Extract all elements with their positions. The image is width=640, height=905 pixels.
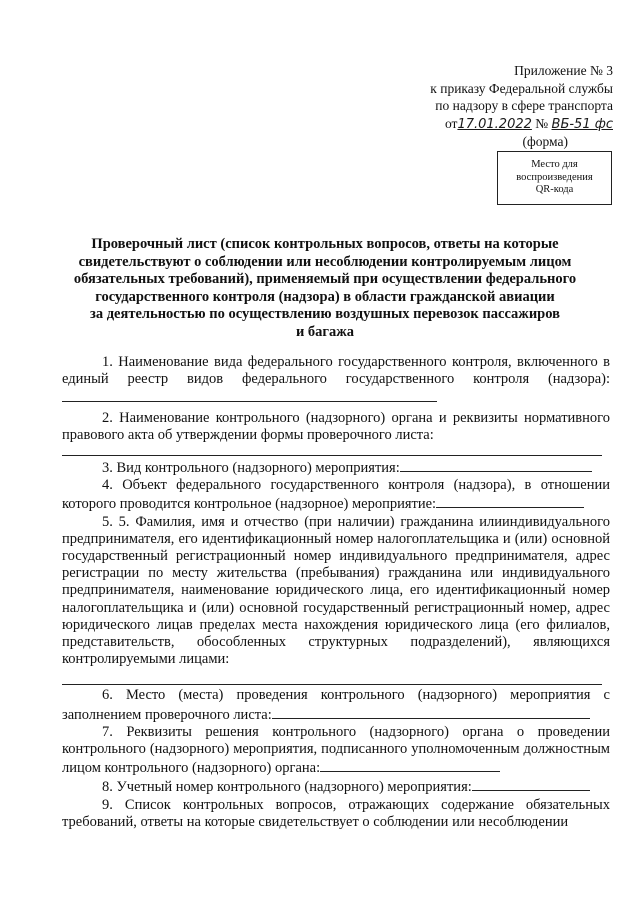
item-1-text: 1. Наименование вида федерального государственного контроля, включенного в единый реестр видов федерального государственного контроля (надзора): (62, 354, 610, 388)
item-3-text: 3. Вид контрольного (надзорного) мероприятия: (102, 460, 400, 477)
item-4 (62, 477, 610, 513)
appendix-header (430, 62, 613, 151)
item-7 (62, 724, 610, 778)
item-6-text: 6. Место (места) проведения контрольного (надзорного) мероприятия с заполнением проверочного листа: (62, 687, 610, 723)
title-line: государственного контроля (надзора) в области гражданской авиации (95, 288, 555, 305)
item-2-text: 2. Наименование контрольного (надзорного) органа и реквизиты нормативного правового акта об утверждении формы проверочного листа: (62, 409, 610, 443)
item-7-blank (320, 758, 500, 772)
document-title (60, 236, 590, 341)
item-3 (62, 458, 610, 477)
qr-text-line: воспроизведения (516, 171, 593, 183)
item-8 (62, 777, 610, 796)
title-line: за деятельностью по осуществлению воздушных перевозок пассажиров (90, 306, 560, 322)
qr-text-line: QR-кода (535, 184, 574, 196)
item-2-blank-line (62, 444, 602, 456)
item-7-text: 7. Реквизиты решения контрольного (надзорного) органа о проведении контрольного (надзорного) мероприятия, подписанного уполномоченным должностным лицом контрольного (надзорного) органа: (62, 723, 610, 777)
order-date-number (430, 115, 613, 134)
item-1 (62, 354, 610, 408)
item-6 (62, 687, 610, 723)
title-line: Проверочный лист (список контрольных вопросов, ответы на которые (91, 236, 559, 252)
appendix-order-ref: к приказу Федеральной службы (430, 80, 613, 96)
item-2 (62, 410, 610, 444)
number-prefix: № (535, 115, 549, 131)
item-9-text: 9. Список контрольных вопросов, отражающих содержание обязательных требований, ответы на которые свидетельствует о соблюдении или несоблюдении (62, 796, 610, 830)
item-6-blank (272, 705, 590, 719)
item-5 (62, 514, 610, 669)
item-8-text: 8. Учетный номер контрольного (надзорного) мероприятия: (102, 779, 472, 796)
document-body (62, 354, 610, 831)
qr-code-placeholder (497, 151, 612, 205)
title-line: и багажа (295, 323, 355, 340)
item-9 (62, 797, 610, 831)
form-label: (форма) (522, 134, 568, 149)
appendix-title: Приложение № 3 (514, 63, 613, 78)
appendix-agency: по надзору в сфере транспорта (435, 98, 613, 113)
order-date: 17.01.2022 (457, 116, 532, 132)
item-8-blank (472, 777, 590, 791)
item-5-text: 5. 5. Фамилия, имя и отчество (при наличии) гражданина илииндивидуального предпринимателя, его идентификационный номер налогоплательщика и (или) основной государственный регистрационный номер индивидуального предпринимателя, адрес регистрации по месту жительства (пребывания) гражданина или индивидуального предпринимателя, наименование юридического лица, его идентификационный номер налогоплательщика и (или) основной государственный регистрационный номер, адрес юридического лицав пределах места нахождения юридического лица (его филиалов, представительств, обособленных структурных подразделений), являющихся контролируемыми лицами: (62, 513, 610, 668)
qr-text-line: Место для (531, 159, 578, 171)
item-5-blank-line (62, 668, 602, 685)
title-line: свидетельствуют о соблюдении или несоблюдении контролируемым лицом (78, 253, 572, 270)
title-line: обязательных требований), применяемый при осуществлении федерального (73, 271, 577, 287)
item-4-text: 4. Объект федерального государственного контроля (надзора), в отношении которого проводится контрольное (надзорное) мероприятие: (62, 477, 610, 513)
order-number: ВБ-51 фс (551, 116, 613, 132)
date-prefix: от (444, 115, 458, 131)
item-3-blank (400, 458, 592, 472)
item-4-blank (436, 494, 584, 508)
item-1-blank (62, 388, 437, 402)
